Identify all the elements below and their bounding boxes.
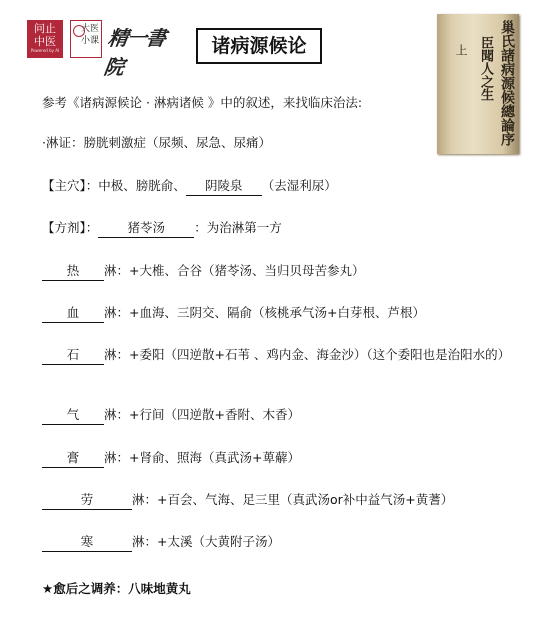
seal-icon xyxy=(73,25,85,37)
main-points-suffix: （去湿利尿） xyxy=(261,178,337,193)
formula-prefix: 【方剂】： xyxy=(42,220,99,235)
main-points-line xyxy=(42,177,337,196)
type-text: 淋：+太溪（大黄附子汤） xyxy=(132,534,280,549)
type-line-re xyxy=(42,262,364,281)
book-cover-col1: 巢氏諸病源候總論序 xyxy=(499,20,515,146)
type-text: 淋：+委阳（四逆散+石苇 、鸡内金、海金沙）（这个委阳也是治阳水的） xyxy=(104,347,511,362)
type-name: 寒 xyxy=(42,533,132,552)
type-line-xue xyxy=(42,304,425,323)
type-line-han xyxy=(42,533,280,552)
dayi-logo-line1: 大医 xyxy=(80,24,99,34)
type-name: 膏 xyxy=(42,449,104,468)
type-line-shi xyxy=(42,346,522,365)
aftercare-text: ★愈后之调养：八味地黄丸 xyxy=(42,581,191,596)
wenzhi-logo-line1: 问止 xyxy=(34,22,56,35)
wenzhi-logo-small: Powered by AI xyxy=(30,48,60,53)
formula-suffix: ：为治淋第一方 xyxy=(194,220,282,235)
type-line-gao xyxy=(42,449,300,468)
page-title: 诸病源候论 xyxy=(196,28,322,64)
syndrome-text: ·淋证：膀胱刺激症（尿频、尿急、尿痛） xyxy=(42,135,271,150)
main-points-blank: 阴陵泉 xyxy=(186,177,262,196)
book-cover-image xyxy=(437,14,519,154)
wenzhi-logo xyxy=(27,20,63,58)
main-points-prefix: 【主穴】：中极、膀胱俞、 xyxy=(42,178,186,193)
formula-blank: 猪苓汤 xyxy=(98,219,194,238)
type-line-lao xyxy=(42,491,453,510)
type-name: 血 xyxy=(42,304,104,323)
formula-line xyxy=(42,219,282,238)
book-cover-col2: 臣聞人之生 xyxy=(478,36,493,101)
type-line-qi xyxy=(42,406,300,425)
type-text: 淋：+百会、气海、足三里（真武汤or补中益气汤+黄蓍） xyxy=(132,492,454,507)
wenzhi-logo-line2: 中医 xyxy=(34,35,56,48)
intro-text: 参考《诸病源候论 · 淋病诸候 》中的叙述，来找临床治法: xyxy=(42,95,363,110)
dayi-logo-line2: 小课 xyxy=(80,36,99,46)
type-name: 气 xyxy=(42,406,104,425)
type-text: 淋：+肾俞、照海（真武汤+萆薢） xyxy=(104,450,300,465)
type-text: 淋：+血海、三阴交、隔俞（核桃承气汤+白芽根、芦根） xyxy=(104,305,425,320)
type-name: 石 xyxy=(42,346,104,365)
type-text: 淋：+大椎、合谷（猪苓汤、当归贝母苦参丸） xyxy=(104,263,365,278)
dayi-logo xyxy=(70,20,102,58)
calligraphy-logo: 精一書院 xyxy=(102,26,167,79)
type-name: 劳 xyxy=(42,491,132,510)
type-name: 热 xyxy=(42,262,104,281)
type-text: 淋：+行间（四逆散+香附、木香） xyxy=(104,407,300,422)
book-cover-col3: 上 xyxy=(454,44,468,56)
